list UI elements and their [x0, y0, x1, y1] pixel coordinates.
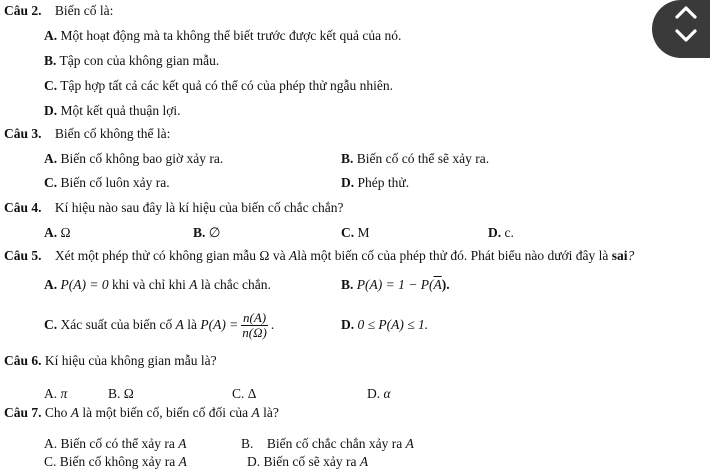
question-4 — [4, 200, 344, 216]
variable-a: A — [178, 454, 187, 469]
variable-a: A — [178, 436, 187, 451]
question-nav — [652, 0, 710, 58]
option-letter: D. — [341, 175, 355, 190]
option-c — [232, 386, 256, 402]
option-a — [44, 225, 71, 241]
option-letter: C. — [44, 454, 57, 469]
question-7 — [4, 405, 279, 421]
option-letter: B. — [193, 225, 206, 240]
formula: 0 ≤ P(A) ≤ 1. — [357, 317, 429, 332]
question-text: Kí hiệu của không gian mẫu là? — [44, 353, 217, 368]
option-a — [44, 277, 271, 293]
variable-a: A — [359, 454, 369, 469]
chevron-up-icon[interactable] — [677, 8, 695, 17]
option-c — [341, 225, 370, 241]
formula: P(A) = 0 — [60, 277, 109, 292]
option-d — [247, 454, 368, 470]
option-text: Biến cố không xảy ra — [59, 454, 176, 469]
option-letter: B. — [341, 277, 354, 292]
question-text: Xét một phép thử có không gian mẫu Ω và — [54, 248, 286, 263]
option-letter: A. — [44, 28, 58, 43]
option-letter: D. — [367, 386, 381, 401]
question-5 — [4, 248, 634, 264]
nav-arrows — [652, 0, 710, 58]
option-d — [341, 317, 428, 333]
option-letter: B. — [108, 386, 121, 401]
option-d — [44, 103, 181, 119]
option-letter: D. — [247, 454, 261, 469]
option-letter: A. — [44, 277, 58, 292]
question-text-cont: là một biến cố của phép thử đó. Phát biểu nào dưới đây là — [297, 248, 609, 263]
option-letter: D. — [44, 103, 58, 118]
question-label: Câu 2. — [4, 3, 42, 18]
option-letter: D. — [488, 225, 502, 240]
option-text: c. — [504, 225, 514, 240]
option-letter: A. — [44, 386, 58, 401]
formula: P(A) = — [200, 317, 239, 332]
option-b — [341, 277, 450, 293]
option-b — [341, 151, 489, 167]
option-text: M — [357, 225, 370, 240]
option-text: Một hoạt động mà ta không thể biết trước được kết quả của nó. — [60, 28, 402, 43]
option-text: Biến cố sẽ xảy ra — [263, 454, 357, 469]
option-letter: C. — [44, 317, 58, 332]
question-text: Cho — [44, 405, 68, 420]
variable-a: A — [189, 277, 198, 292]
option-c — [44, 78, 393, 94]
keyword-sai: sai — [611, 248, 628, 263]
option-b — [108, 386, 134, 402]
question-mark: ? — [627, 248, 635, 263]
question-text-cont: là một biến cố, biến cố đối của — [82, 405, 249, 420]
formula: P(A) = 1 − P( — [356, 277, 434, 292]
option-a — [44, 386, 67, 402]
variable-a: A — [405, 436, 414, 451]
option-text: Xác suất của biến cố — [60, 317, 173, 332]
option-letter: B. — [341, 151, 354, 166]
option-d — [341, 175, 409, 191]
option-text: Δ — [247, 386, 257, 401]
option-text: Tập hợp tất cả các kết quả có thể có của phép thử ngẫu nhiên. — [60, 78, 393, 93]
question-2 — [4, 3, 113, 19]
option-b — [193, 225, 221, 241]
option-a — [44, 436, 186, 452]
probability-fraction — [240, 311, 269, 340]
option-text: là — [187, 317, 197, 332]
question-text: Kí hiệu nào sau đây là kí hiệu của biến cố chắc chắn? — [54, 200, 344, 215]
formula-end: . — [270, 317, 275, 332]
option-text: Biến cố có thể xảy ra — [60, 436, 175, 451]
variable-a: A — [175, 317, 184, 332]
formula-end: ). — [441, 277, 450, 292]
option-text: π — [60, 386, 68, 401]
option-text: Tập con của không gian mẫu. — [59, 53, 220, 68]
option-letter: B. — [44, 53, 57, 68]
option-text: Biến cố chắc chắn xảy ra — [266, 436, 403, 451]
question-label: Câu 3. — [4, 126, 42, 141]
option-text: Biến cố không bao giờ xảy ra. — [60, 151, 224, 166]
option-d — [367, 386, 391, 402]
option-text: Biến cố luôn xảy ra. — [60, 175, 170, 190]
option-text: Ω — [123, 386, 134, 401]
question-text-end: là? — [263, 405, 279, 420]
option-c — [44, 454, 187, 470]
chevron-down-icon[interactable] — [677, 31, 695, 40]
option-text: α — [383, 386, 391, 401]
question-label: Câu 7. — [4, 405, 42, 420]
option-letter: C. — [44, 175, 58, 190]
option-letter: C. — [44, 78, 58, 93]
question-text: Biến cố là: — [54, 3, 114, 18]
option-a — [44, 151, 223, 167]
fraction-numerator: n(A) — [243, 309, 267, 325]
fraction-denominator: n(Ω) — [242, 324, 267, 340]
option-a — [44, 28, 401, 44]
option-text: Một kết quả thuận lợi. — [60, 103, 181, 118]
option-text: là chắc chắn. — [200, 277, 271, 292]
question-label: Câu 5. — [4, 248, 42, 263]
option-letter: C. — [232, 386, 245, 401]
option-text: ∅ — [208, 225, 221, 240]
option-letter: C. — [341, 225, 355, 240]
question-text: Biến cố không thể là: — [54, 126, 171, 141]
option-letter: A. — [44, 225, 58, 240]
option-letter: A. — [44, 151, 58, 166]
question-label: Câu 4. — [4, 200, 42, 215]
option-b — [44, 53, 219, 69]
question-6 — [4, 353, 217, 369]
option-c — [44, 310, 274, 340]
variable-a: A — [288, 248, 298, 263]
option-letter: B. — [241, 436, 254, 451]
option-letter: D. — [341, 317, 355, 332]
option-b — [241, 436, 414, 452]
complement-a: $\overline{A}$ — [433, 277, 442, 292]
option-text: Biến cố có thể sẽ xảy ra. — [356, 151, 490, 166]
option-text: khi và chỉ khi — [111, 277, 186, 292]
option-letter: A. — [44, 436, 58, 451]
question-3 — [4, 126, 170, 142]
option-text: Phép thử. — [357, 175, 410, 190]
variable-a: A — [70, 405, 80, 420]
option-text: Ω — [60, 225, 71, 240]
option-d — [488, 225, 514, 241]
option-c — [44, 175, 170, 191]
question-label: Câu 6. — [4, 353, 42, 368]
variable-a: A — [251, 405, 260, 420]
